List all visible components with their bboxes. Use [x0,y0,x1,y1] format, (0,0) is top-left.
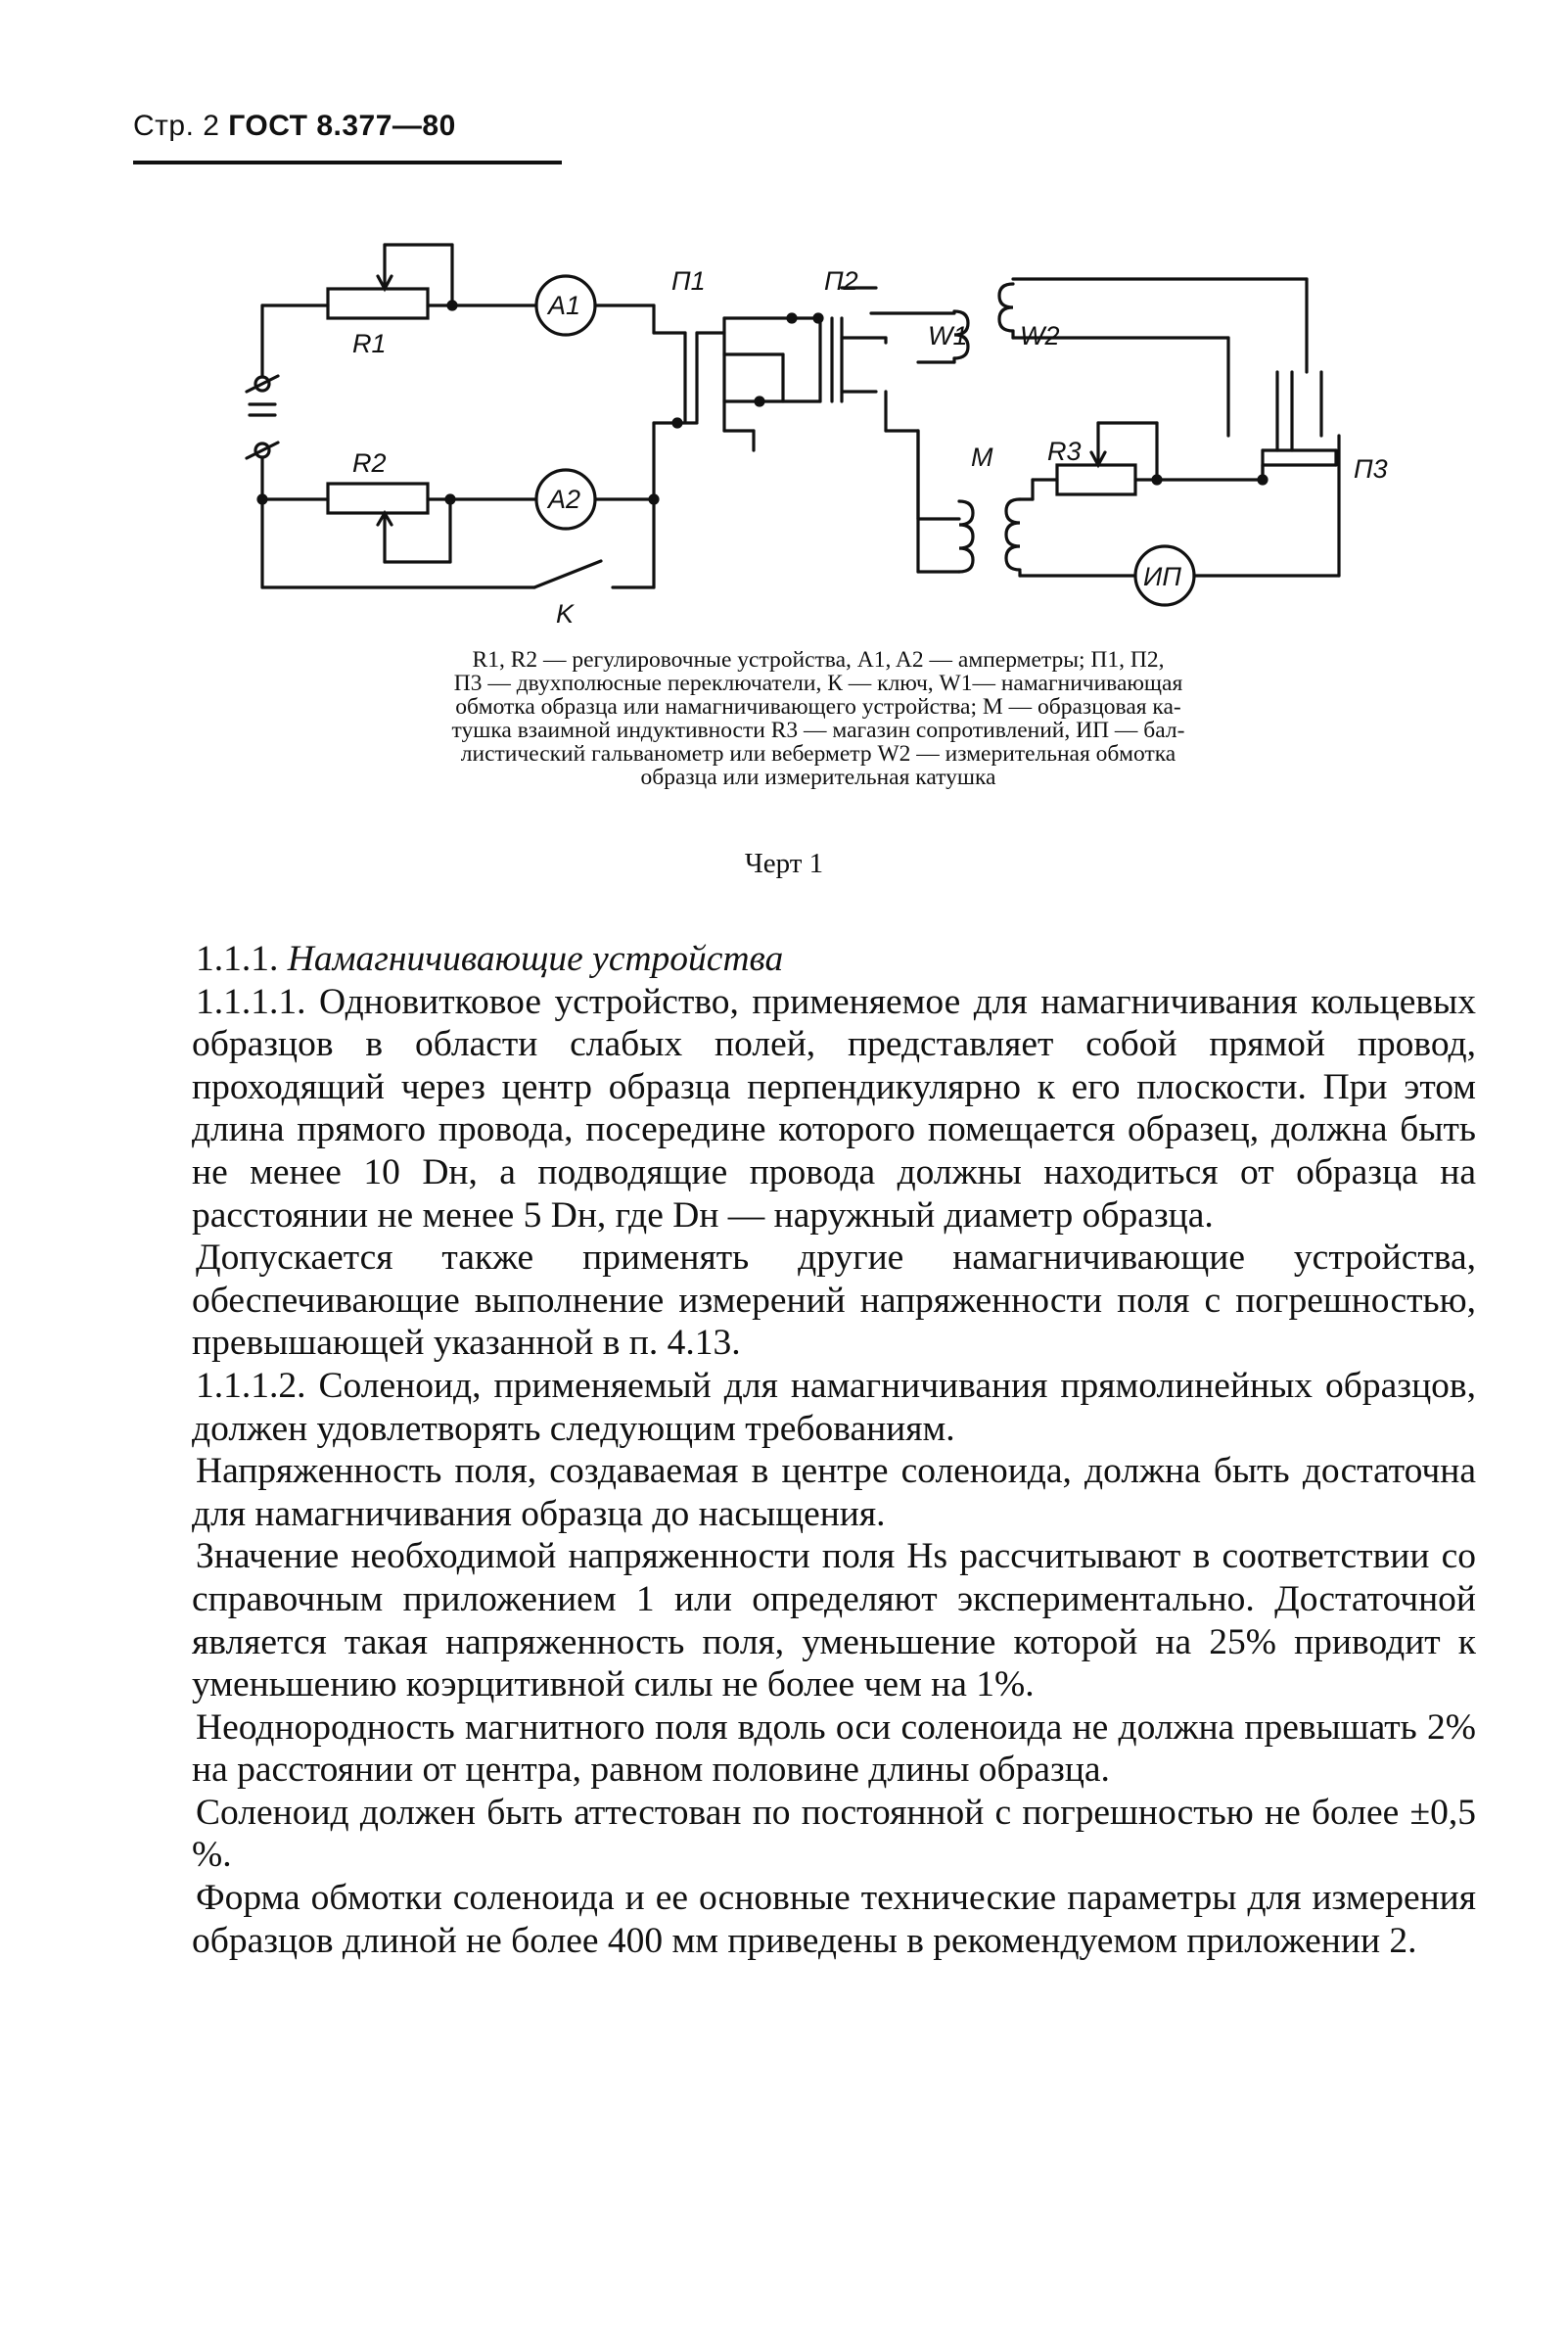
label-p3: П3 [1354,454,1388,484]
label-a2: A2 [548,485,581,514]
label-r3: R3 [1047,437,1082,466]
label-k: K [556,599,575,629]
label-w1: W1 [928,321,968,350]
paragraph: Напряженность поля, создаваемая в центре соленоида, должна быть достаточна для намагничивания образца до насыщения. [192,1451,1476,1534]
label-a1: A1 [548,291,581,320]
label-ip: ИП [1143,562,1181,591]
caption-line: П3 — двухполюсные переключатели, К — ключ, W1— намагничивающая [453,671,1183,696]
section-title: Намагничивающие устройства [287,939,784,979]
label-p2: П2 [824,266,858,296]
caption-line: тушка взаимной индуктивности R3 — магазин сопротивлений, ИП — бал- [451,718,1185,743]
paragraph: Допускается также применять другие намагничивающие устройства, обеспечивающие выполнение измерений напряженности поля с погрешностью, превышающей указанной в п. 4.13. [192,1238,1476,1364]
caption-line: листический гальванометр или веберметр W2 — измерительная обмотка [460,741,1176,767]
section-body [192,938,1476,1962]
label-w2: W2 [1020,321,1060,350]
paragraph: Значение необходимой напряженности поля Hs рассчитывают в соответствии со справочным приложением 1 или определяют экспериментально. Достаточной является такая напряженность поля, уменьшение которой на 25% приводит к уменьшению коэрцитивной силы не более чем на 1%. [192,1536,1476,1705]
label-p1: П1 [671,266,706,296]
standard-number: ГОСТ 8.377—80 [228,110,456,142]
paragraph: Форма обмотки соленоида и ее основные технические параметры для измерения образцов длиной не более 400 мм приведены в рекомендуемом приложении 2. [192,1878,1476,1961]
section-heading [192,938,1476,981]
section-number: 1.1.1. [196,939,279,979]
figure-label: Черт 1 [744,848,824,879]
caption-line: обмотка образца или намагничивающего устройства; М — образцовая ка- [455,694,1181,720]
caption-line: образца или измерительная катушка [640,765,996,790]
label-r2: R2 [352,448,387,478]
label-r1: R1 [352,329,387,358]
paragraph: 1.1.1.1. Одновитковое устройство, применяемое для намагничивания кольцевых образцов в области слабых полей, представляет собой прямой провод, проходящий через центр образца перпендикулярно к его плоскости. При этом длина прямого провода, посередине которого помещается образец, должна быть не менее 10 Dн, а подводящие провода должны находиться от образца на расстоянии не менее 5 Dн, где Dн — наружный диаметр образца. [192,981,1476,1236]
paragraph: Неоднородность магнитного поля вдоль оси соленоида не должна превышать 2% на расстоянии от центра, равном половине длины образца. [192,1706,1476,1791]
circuit-diagram [0,0,1568,646]
figure-caption [260,648,1376,789]
label-m: M [971,443,993,472]
page-number: Стр. 2 [133,110,220,142]
paragraph: 1.1.1.2. Соленоид, применяемый для намагничивания прямолинейных образцов, должен удовлетворять следующим требованиям. [192,1365,1476,1449]
caption-line: R1, R2 — регулировочные устройства, A1, A2 — амперметры; П1, П2, [472,647,1165,673]
paragraph: Соленоид должен быть аттестован по постоянной с погрешностью не более ±0,5 %. [192,1792,1476,1876]
